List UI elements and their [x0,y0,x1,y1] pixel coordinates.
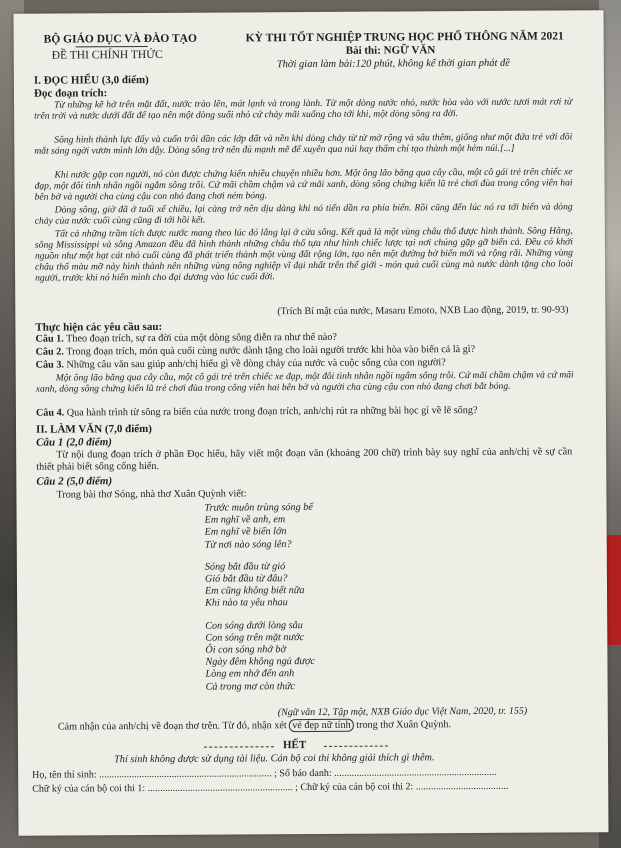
poem-line: Em cũng không biết nữa [204,585,305,597]
proctor-1-blank: .......................................................... [147,782,293,795]
poem-line: Trước muôn trùng sóng bể [204,501,313,514]
c2-task-text: Cảm nhận của anh/chị về đoạn thơ trên. Từ đó, nhận xét [57,720,290,733]
question-4 [36,404,576,420]
subject-label: Bài thi: NGỮ VĂN [345,44,436,57]
end-line-left [204,746,274,747]
c1-text: Từ nội dung đoạn trích ở phần Đọc hiểu, hãy viết một đoạn văn (khoảng 200 chữ) trình bày suy nghĩ của anh/chị về sự cần thiết phải biết sống cống hiến. [36,446,573,473]
passage-paragraph-2: Sông hình thành lực đẩy và cuốn trôi dần các lớp đất và nền khi dòng chảy từ từ mở rộng và sâu thêm, giống như một đứa trẻ với đôi mắt sáng ngời vươn mình lớn dậy. Dòng sông trở nên đủ mạnh mẽ để xuyên qua núi hay thẩm chí tạo thành một hẻm núi.[...] [34,131,573,157]
poem-line: Em nghĩ về biển lớn [204,526,287,539]
passage-paragraph-3: Khi nước gặp con người, nó còn được chứng kiến nhiều chuyện nhiều hơn. Một ông lão băng qua cây cầu, một cô gái trẻ trên chiếc xe đạp, một đôi tình nhân ngồi ngắm sông trôi. Cứ mãi chầm chậm và cứ mãi xanh, dòng sông chứng kiến lũ trẻ chơi đùa trong công viên hai bên bờ và người cha cùng cậu con nhỏ đang chơi ném bóng. [34,166,573,203]
c2-label: Câu 2 (5,0 điểm) [36,475,113,488]
proctor-1-label: Chữ ký của cán bộ coi thi 1: [32,783,146,795]
poem [204,502,315,694]
candidate-number-blank: ................................................................. [334,766,497,779]
poem-line: Cả trong mơ còn thức [205,680,295,693]
question-2-label: Câu 2. [35,346,64,358]
question-3-quote: Một ông lão băng qua cây cầu, một cô gái trẻ trên chiếc xe đạp, một đôi tình nhân ngồi ngắm sông trôi. Cứ mãi chầm chậm và cứ mãi xanh, dòng sông chứng kiến lũ trẻ chơi đùa trong công viên hai bên bờ và người cha cùng cậu con nhỏ đang chơi bắt bóng. [35,369,574,395]
poem-line: Ôi con sóng nhớ bờ [205,644,286,656]
end-label: HẾT [282,739,307,752]
tasks-label: Thực hiện các yêu cầu sau: [35,320,163,334]
footer-note: Thí sinh không được sử dụng tài liệu. Cán bộ coi thi không giải thích gì thêm. [114,752,435,766]
candidate-name-blank: ..................................................................... [99,768,272,781]
part2-title: II. LÀM VĂN (7,0 điểm) [35,422,152,436]
read-label: Đọc đoạn trích: [33,87,108,100]
exam-title: KỲ THI TỐT NGHIỆP TRUNG HỌC PHỔ THÔNG NĂM 2021 [245,30,564,45]
time-label: Thời gian làm bài:120 phút, không kể thời gian phát đề [276,57,510,71]
question-3-text: Những câu văn sau giúp anh/chị hiểu gì về dòng chảy của nước và cuộc sống của con người? [66,357,446,371]
question-2-text: Trong đoạn trích, món quà cuối cùng nước dành tặng cho loài người trước khi hòa vào biển cả là gì? [66,343,476,358]
ministry-name: BỘ GIÁO DỤC VÀ ĐÀO TẠO [43,32,197,46]
poem-line: Ngày đêm không ngủ được [205,656,315,668]
question-1-text: Theo đoạn trích, sự ra đời của một dòng sông diễn ra như thế nào? [66,331,337,345]
stanza-gap [205,551,315,562]
question-3-label: Câu 3. [35,359,64,371]
passage-citation: (Trích Bí mật của nước, Masaru Emoto, NXB Lao động, 2019, tr. 90-93) [277,304,569,318]
poem-line: Lòng em nhớ đến anh [205,668,295,681]
part1-title: I. ĐỌC HIỂU (3,0 điểm) [33,73,149,87]
proctor-signature-row [32,781,508,795]
poem-line: Con sóng trên mặt nước [205,631,305,644]
c2-task [58,718,598,734]
question-1-label: Câu 1. [35,333,64,345]
poem-line: Con sóng dưới lòng sâu [205,619,303,632]
divider [76,46,148,47]
circled-phrase: vẻ đẹp nữ tính [289,719,354,732]
official-label: ĐỀ THI CHÍNH THỨC [51,48,163,62]
proctor-2-label: ; Chữ ký của cán bộ coi thi 2: [295,781,414,794]
candidate-name-row [32,767,497,781]
poem-line: Từ nơi nào sóng lên? [204,538,292,551]
candidate-number-label: ; Số báo danh: [274,767,332,780]
passage-paragraph-1: Từ những kẽ hở trên mặt đất, nước trào lên, mát lạnh và trong lành. Từ một dòng nước nhỏ, nước hòa vào với nước tươi mát rơi từ trên trời và nước dưới đất để tạo nên một dòng suối nhỏ cứ chảy mãi xuống cho tới khi, một dòng sông ra đời. [34,96,573,122]
proctor-2-blank: ..................................... [415,780,509,793]
question-4-text: Qua hành trình từ sông ra biển của nước trong đoạn trích, anh/chị rút ra những bài học gì về lẽ sống? [66,404,478,419]
poem-line: Khi nào ta yêu nhau [205,597,288,610]
candidate-name-label: Họ, tên thí sinh: [32,769,97,781]
question-4-label: Câu 4. [35,407,65,419]
exam-paper [13,10,608,836]
poem-line: Sóng bắt đầu từ gió [204,560,286,573]
poem-line: Gió bắt đầu từ đâu? [204,573,288,585]
c2-task-text-end: trong thơ Xuân Quỳnh. [353,719,452,731]
stanza-gap [205,610,315,621]
poem-line: Em nghĩ về anh, em [204,514,286,526]
c2-intro: Trong bài thơ Sóng, nhà thơ Xuân Quỳnh viết: [56,488,247,501]
c1-label: Câu 1 (2,0 điểm) [36,436,112,449]
passage-paragraph-4: Dòng sông, giờ đã ở tuổi xế chiều, lại càng trở nên dịu dàng khi nó tiến dần ra phía biển. Rồi cũng đến lúc nó ra tới biển và dòng chảy của nước cuối cùng cũng đi tới hồi kết. [34,201,573,227]
poem-citation: (Ngữ văn 12, Tập một, NXB Giáo dục Việt Nam, 2020, tr. 155) [277,705,528,719]
end-line-right [324,746,388,747]
passage-paragraph-5: Tất cả những trầm tích được nước mang theo lúc đó lắng lại ở cửa sông. Kết quả là một vùng châu thổ được hình thành. Sông Hằng, sông Mississippi và sông Amazon đều đã hình thành những châu thổ tựa như hình chiếc lược tại nơi chúng gặp gỡ biển cả. Đều có khởi nguồn như một hạt cát nhỏ cuối cùng đã phát triển thành một vùng đất rộng lớn, tạo nên một đường bờ biển mới và rộng rãi. Những vùng châu thổ màu mỡ này hình thành nên những vùng nông nghiệp vĩ đại nhất trên thế giới - món quà cuối cùng mà nước dành tặng cho loài người, trước khi nó hiến mình cho đại dương vào lúc cuối đời. [34,225,574,285]
